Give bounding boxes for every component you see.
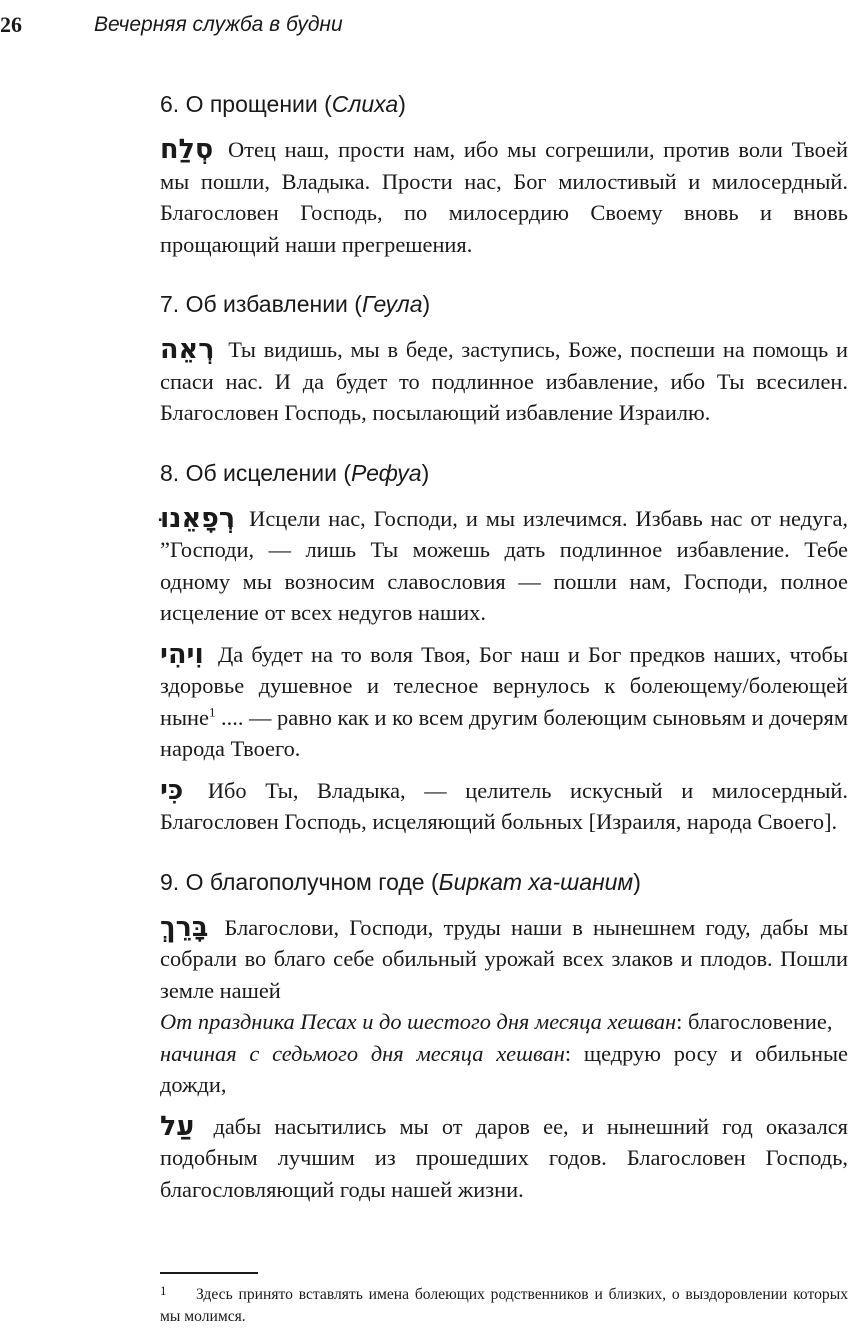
hebrew-initial-word: וִיהִי (160, 638, 204, 670)
page-body (160, 88, 848, 1215)
page-number: 26 (0, 12, 22, 37)
section-heading-6: 6. О прощении (Слиха) (160, 91, 406, 117)
paragraph-slach: סְלַח Отец наш, прости нам, ибо мы согрешили, против воли Твоей мы пошли, Владыка. Прости нас, Бог милостивый и милосердный. Благословен Господь, по милосердию Своему вновь и вновь прощающий наши прегрешения. (160, 134, 848, 257)
section-heading-7: 7. Об избавлении (Геула) (160, 291, 431, 317)
footnote-reference[interactable]: 1 (208, 704, 216, 720)
footnote-text: Здесь принято вставлять имена болеющих родственников и близких, о выздоровлении которых мы молимся. (160, 1286, 848, 1325)
section-heading-9: 9. О благополучном годе (Биркат ха-шаним) (160, 868, 641, 895)
running-title: Вечерняя служба в будни (94, 13, 343, 36)
section-heading-8: 8. Об исцелении (Рефуа) (160, 459, 430, 486)
hebrew-initial-word: סְלַח (160, 134, 214, 165)
paragraph-pesach-instruction: От праздника Песах и до шестого дня месяца хешван: благословение, (160, 1009, 833, 1034)
paragraph-cheshvan-instruction: начиная с седьмого дня месяца хешван: щедрую росу и обильные дожди, (160, 1040, 848, 1097)
hebrew-initial-word: עַל (160, 1110, 195, 1142)
paragraph-vihi: וִיהִי Да будет на то воля Твоя, Бог наш и Бог предков наших, чтобы здоровье душевное и телесное вернулось к болеющему/болеющей ныне$^1$ .... — равно как и ко всем другим болеющим сыновьям и дочерям народа Твоего. (160, 638, 848, 761)
running-head (0, 10, 852, 44)
footnote (160, 1280, 848, 1328)
hebrew-initial-word: בָּרֵךְ (160, 911, 209, 943)
footnote-divider (160, 1272, 258, 1274)
footnote-mark: 1 (160, 1283, 167, 1298)
paragraph-reeh: רְאֵה Ты видишь, мы в беде, заступись, Боже, поспеши на помощь и спаси нас. И да будет то подлинное избавление, ибо Ты всесилен. Благословен Господь, посылающий избавление Израилю. (160, 334, 848, 425)
paragraph-ki: כִּי Ибо Ты, Владыка, — целитель искусный и милосердный. Благословен Господь, исцеляющий больных [Израиля, народа Своего]. (160, 774, 848, 834)
hebrew-initial-word: רְפָאֵנוּ (160, 502, 236, 534)
paragraph-refaenu: רְפָאֵנוּ Исцели нас, Господи, и мы излечимся. Избавь нас от недуга, ”Господи, — лишь Ты можешь дать подлинное избавление. Тебе одному мы возносим славословия — пошли нам, Господи, полное исцеление от всех недугов наших. (160, 502, 848, 625)
paragraph-barech: בָּרֵךְ Благослови, Господи, труды наши в нынешнем году, дабы мы собрали во благо себе обильный урожай всех злаков и плодов. Пошли земле нашей (160, 911, 849, 1003)
paragraph-al: עַל дабы насытились мы от даров ее, и нынешний год оказался подобным лучшим из прошедших годов. Благословен Господь, благословляющий годы нашей жизни. (160, 1110, 848, 1202)
hebrew-initial-word: רְאֵה (160, 334, 215, 365)
hebrew-initial-word: כִּי (160, 774, 184, 806)
